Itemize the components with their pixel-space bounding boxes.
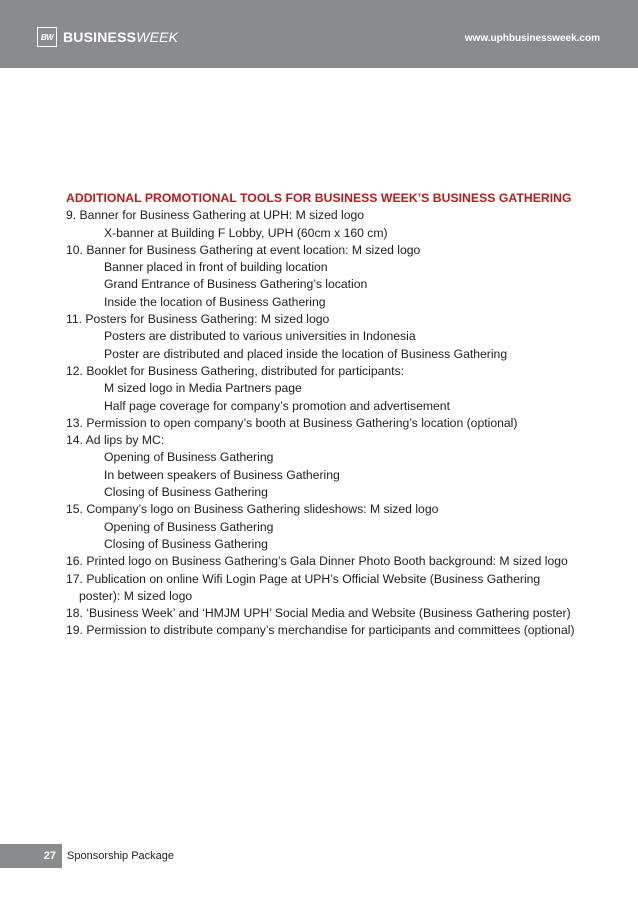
list-item: 14. Ad lips by MC: <box>66 433 165 448</box>
page-number: 27 <box>0 844 62 868</box>
logo-brand-bold: BUSINESS <box>63 29 137 45</box>
list-subitem: Inside the location of Business Gathering <box>104 294 326 309</box>
list-subitem: Grand Entrance of Business Gathering’s location <box>104 277 368 292</box>
list-item: 9. Banner for Business Gathering at UPH: M sized logo <box>66 208 365 223</box>
list-subitem: Opening of Business Gathering <box>104 450 274 465</box>
list-item: 12. Booklet for Business Gathering, distributed for participants: <box>66 363 405 378</box>
business-week-logo <box>37 26 178 48</box>
list-subitem: M sized logo in Media Partners page <box>104 381 302 396</box>
list-subitem: X-banner at Building F Lobby, UPH (60cm x 160 cm) <box>104 225 388 240</box>
list-item: 11. Posters for Business Gathering: M sized logo <box>66 312 330 327</box>
list-subitem: Closing of Business Gathering <box>104 485 268 500</box>
list-item: 15. Company’s logo on Business Gathering slideshows: M sized logo <box>66 502 439 517</box>
bw-logo-mark: BW <box>37 27 57 47</box>
promo-tools-list <box>66 207 611 639</box>
page-header <box>0 0 638 68</box>
list-item: 19. Permission to distribute company’s merchandise for participants and committees (optional) <box>66 623 575 638</box>
document-body <box>66 190 611 640</box>
list-subitem: Posters are distributed to various universities in Indonesia <box>104 329 416 344</box>
list-subitem: Poster are distributed and placed inside the location of Business Gathering <box>104 346 508 361</box>
list-item: 10. Banner for Business Gathering at event location: M sized logo <box>66 242 421 257</box>
list-subitem: Banner placed in front of building location <box>104 260 328 275</box>
logo-wordmark <box>63 29 178 45</box>
logo-brand-light: WEEK <box>136 29 179 45</box>
list-subitem: Half page coverage for company’s promotion and advertisement <box>104 398 450 413</box>
list-subitem: Opening of Business Gathering <box>104 519 274 534</box>
list-item: 18. ‘Business Week’ and ‘HMJM UPH’ Social Media and Website (Business Gathering poster) <box>66 606 571 621</box>
list-item: 16. Printed logo on Business Gathering’s Gala Dinner Photo Booth background: M sized logo <box>66 554 568 569</box>
website-url: www.uphbusinessweek.com <box>464 33 600 44</box>
list-item: 17. Publication on online Wifi Login Page at UPH’s Official Website (Business Gathering <box>66 571 541 586</box>
list-item: 13. Permission to open company’s booth at Business Gathering’s location (optional) <box>66 415 518 430</box>
section-heading: ADDITIONAL PROMOTIONAL TOOLS FOR BUSINESS WEEK’S BUSINESS GATHERING <box>66 191 572 205</box>
list-subitem: In between speakers of Business Gathering <box>104 467 340 482</box>
list-item-continuation: poster): M sized logo <box>79 588 193 603</box>
footer-label: Sponsorship Package <box>67 850 175 862</box>
list-subitem: Closing of Business Gathering <box>104 536 268 551</box>
